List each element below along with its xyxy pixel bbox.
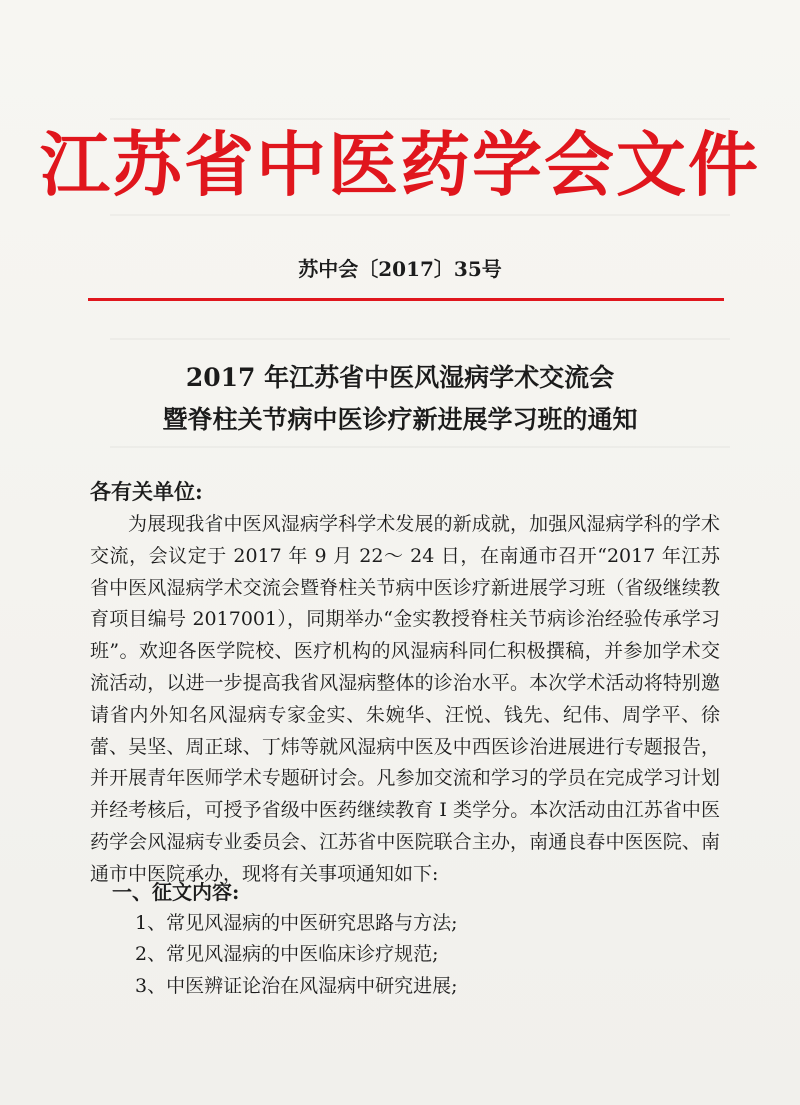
section-heading: 一、征文内容: bbox=[112, 880, 240, 904]
bleed-through-line bbox=[110, 446, 730, 448]
document-number: 苏中会〔2017〕35号 bbox=[298, 257, 502, 281]
notice-title-line-1: 2017 年江苏省中医风湿病学术交流会 bbox=[185, 363, 615, 392]
red-divider-rule bbox=[88, 298, 724, 301]
list-item: 1、常见风湿病的中医研究思路与方法; bbox=[135, 912, 458, 934]
list-item: 2、常见风湿病的中医临床诊疗规范; bbox=[135, 943, 439, 965]
salutation: 各有关单位: bbox=[90, 479, 203, 504]
document-header-title: 江苏省中医药学会文件 bbox=[40, 124, 760, 206]
list-item: 3、中医辨证论治在风湿病中研究进展; bbox=[135, 975, 458, 997]
notice-title-line-2: 暨脊柱关节病中医诊疗新进展学习班的通知 bbox=[162, 405, 638, 434]
bleed-through-line bbox=[110, 214, 730, 216]
bleed-through-line bbox=[110, 338, 730, 340]
body-paragraph: 为展现我省中医风湿病学科学术发展的新成就，加强风湿病学科的学术交流，会议定于 2017 年 9 月 22～ 24 日，在南通市召开“2017 年江苏省中医风湿病学术交流会暨脊柱关节病中医诊疗新进展学习班（省级继续教育项目编号 2017001），同期举办“金实教授脊柱关节病诊治经验传承学习班”。欢迎各医学院校、医疗机构的风湿病科同仁积极撰稿，并参加学术交流活动，以进一步提高我省风湿病整体的诊治水平。本次学术活动将特别邀请省内外知名风湿病专家金实、朱婉华、汪悦、钱先、纪伟、周学平、徐蕾、吴坚、周正球、丁炜等就风湿病中医及中西医诊治进展进行专题报告，并开展青年医师学术专题研讨会。凡参加交流和学习的学员在完成学习计划并经考核后，可授予省级中医药继续教育 I 类学分。本次活动由江苏省中医药学会风湿病专业委员会、江苏省中医院联合主办，南通良春中医医院、南通市中医院承办，现将有关事项通知如下: bbox=[90, 513, 720, 885]
